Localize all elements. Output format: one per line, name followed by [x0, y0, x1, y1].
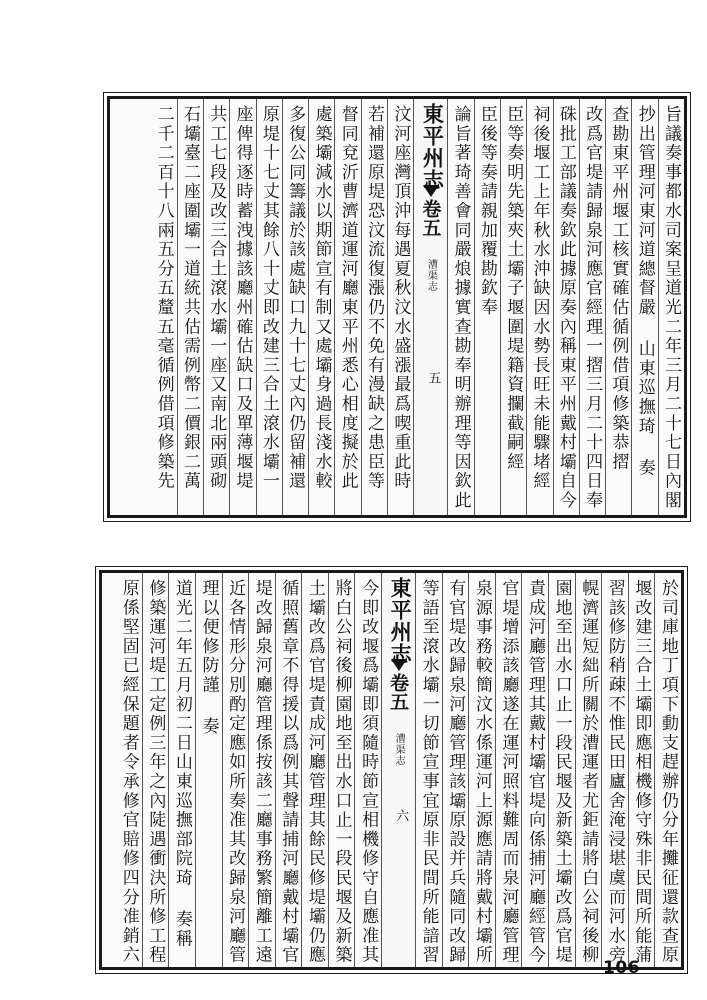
book-title: 東平州志: [420, 103, 446, 191]
text-column: 幌濟運短絀所關於漕運者尤鉅請將白公祠後柳: [575, 573, 602, 967]
text-column: 抄出管理河東河道總督嚴 山東巡撫琦 奏: [631, 99, 657, 515]
book-title: 東平州志: [388, 577, 414, 665]
text-column: 若補還原堤恐汶流復漲仍不免有漫缺之患臣等: [361, 99, 387, 515]
text-column: 責成河廳管理其戴村壩官堤向係捕河廳經管今: [521, 573, 548, 967]
text-column: 硃批工部議奏欽此據原奏內稱東平州戴村壩自今: [553, 99, 579, 515]
text-column: 旨議奏事都水司案呈道光二年三月二十七日內閣: [658, 99, 684, 515]
fish-tail-mark-icon: [423, 185, 439, 197]
text-column: 座俾得逐時蓄洩據該廳州確估缺口及單薄堰堤: [229, 99, 255, 515]
text-column: 堤改歸泉河廳管理係按該二廳事務繁簡離工遠: [248, 573, 275, 967]
text-column: 多復公同籌議於該處缺口九十七丈內仍留補還: [282, 99, 308, 515]
section-label: 漕渠志: [393, 733, 405, 766]
text-column: 園地至出水口止一段民堰及新築土壩改爲官堤: [548, 573, 575, 967]
text-column: 共工七段及改三合土滾水壩一座又南北兩頭砌: [203, 99, 229, 515]
fold-column: [381, 573, 415, 967]
text-column: 泉源事務較簡汶水係運河上源應請將戴村壩所: [468, 573, 495, 967]
section-label: 漕渠志: [425, 259, 437, 292]
text-column: 祠後堰工上年秋水沖缺因水勢長旺未能驟堵經: [526, 99, 552, 515]
text-column: 汶河座灣頂沖每遇夏秋汶水盛漲最爲喫重此時: [387, 99, 413, 515]
bottom-page-panel: [99, 570, 684, 970]
text-column: 有官堤改歸泉河廳管理該壩原設并兵隨同改歸: [442, 573, 469, 967]
text-column: 論旨著琦善會同嚴烺據實查勘奉明辦理等因欽此: [447, 99, 473, 515]
text-column: 理以便修防謹 奏: [195, 573, 222, 967]
text-column: 修築運河堤工定例三年之內陡遇衝決所修工程: [142, 573, 169, 967]
text-column: 近各情形分別酌定應如所奏准其改歸泉河廳管: [222, 573, 249, 967]
text-column: 改爲官堤請歸泉河應官經理一摺三月二十四日奉: [579, 99, 605, 515]
text-column: 處築壩減水以期節宣有制又處壩身過長淺水較: [308, 99, 334, 515]
text-column: 督同兗沂曹濟道運河廳東平州悉心相度擬於此: [334, 99, 360, 515]
text-column: 道光二年五月初二日山東巡撫部院琦 奏稱: [168, 573, 195, 967]
fish-tail-mark-icon: [391, 659, 407, 671]
fold-column: [413, 99, 447, 515]
text-column: 原係堅固已經保題者令承修官賠修四分准銷六: [118, 579, 139, 965]
volume-label: 卷五: [419, 199, 442, 237]
text-column: 於司庫地丁項下動支趕辦仍分年攤征還款查原: [654, 573, 681, 967]
text-column: 等語至滾水壩一切節宣事宜原非民間所能諳習: [415, 573, 442, 967]
scan-page-number: 106: [603, 958, 640, 978]
top-page-panel: [107, 96, 687, 518]
volume-label: 卷五: [387, 673, 410, 711]
text-column: 查勘東平州堰工核實確估循例借項修築恭摺: [605, 99, 631, 515]
text-column: 將白公祠後柳園地至出水口止一段民堰及新築: [328, 573, 355, 967]
leaf-number: 五: [425, 371, 441, 384]
text-column: 臣等奏明先築夾土壩子堰圍堤籍資攔截嗣經: [500, 99, 526, 515]
text-column: 堰改建三合土壩即應相機修守殊非民間所能蒲: [628, 573, 655, 967]
text-column: 二千二百十八兩五分五釐五毫循例借項修築先: [153, 105, 174, 491]
text-column: 臣後等奏請親加覆勘欽奉: [474, 99, 500, 515]
text-column: 原堤十七丈其餘八十丈即改建三合土滾水壩一: [256, 99, 282, 515]
leaf-number: 六: [393, 809, 409, 822]
text-column: 今即改堰爲壩即須隨時節宣相機修守自應准其: [354, 573, 381, 967]
text-column: 習該修防稍疎不惟民田廬舍淹浸堪虞而河水旁: [601, 573, 628, 967]
text-column: 循照舊章不得援以爲例其聲請捕河廳戴村壩官: [275, 573, 302, 967]
text-column: 官堤增添該廳遂在運河照料難周而泉河廳管理: [495, 573, 522, 967]
text-column: 石壩臺二座圍壩一道統共估需例幣二價銀二萬: [177, 99, 203, 515]
text-column: 土壩改爲官堤責成河廳管理其餘民修堤壩仍應: [301, 573, 328, 967]
